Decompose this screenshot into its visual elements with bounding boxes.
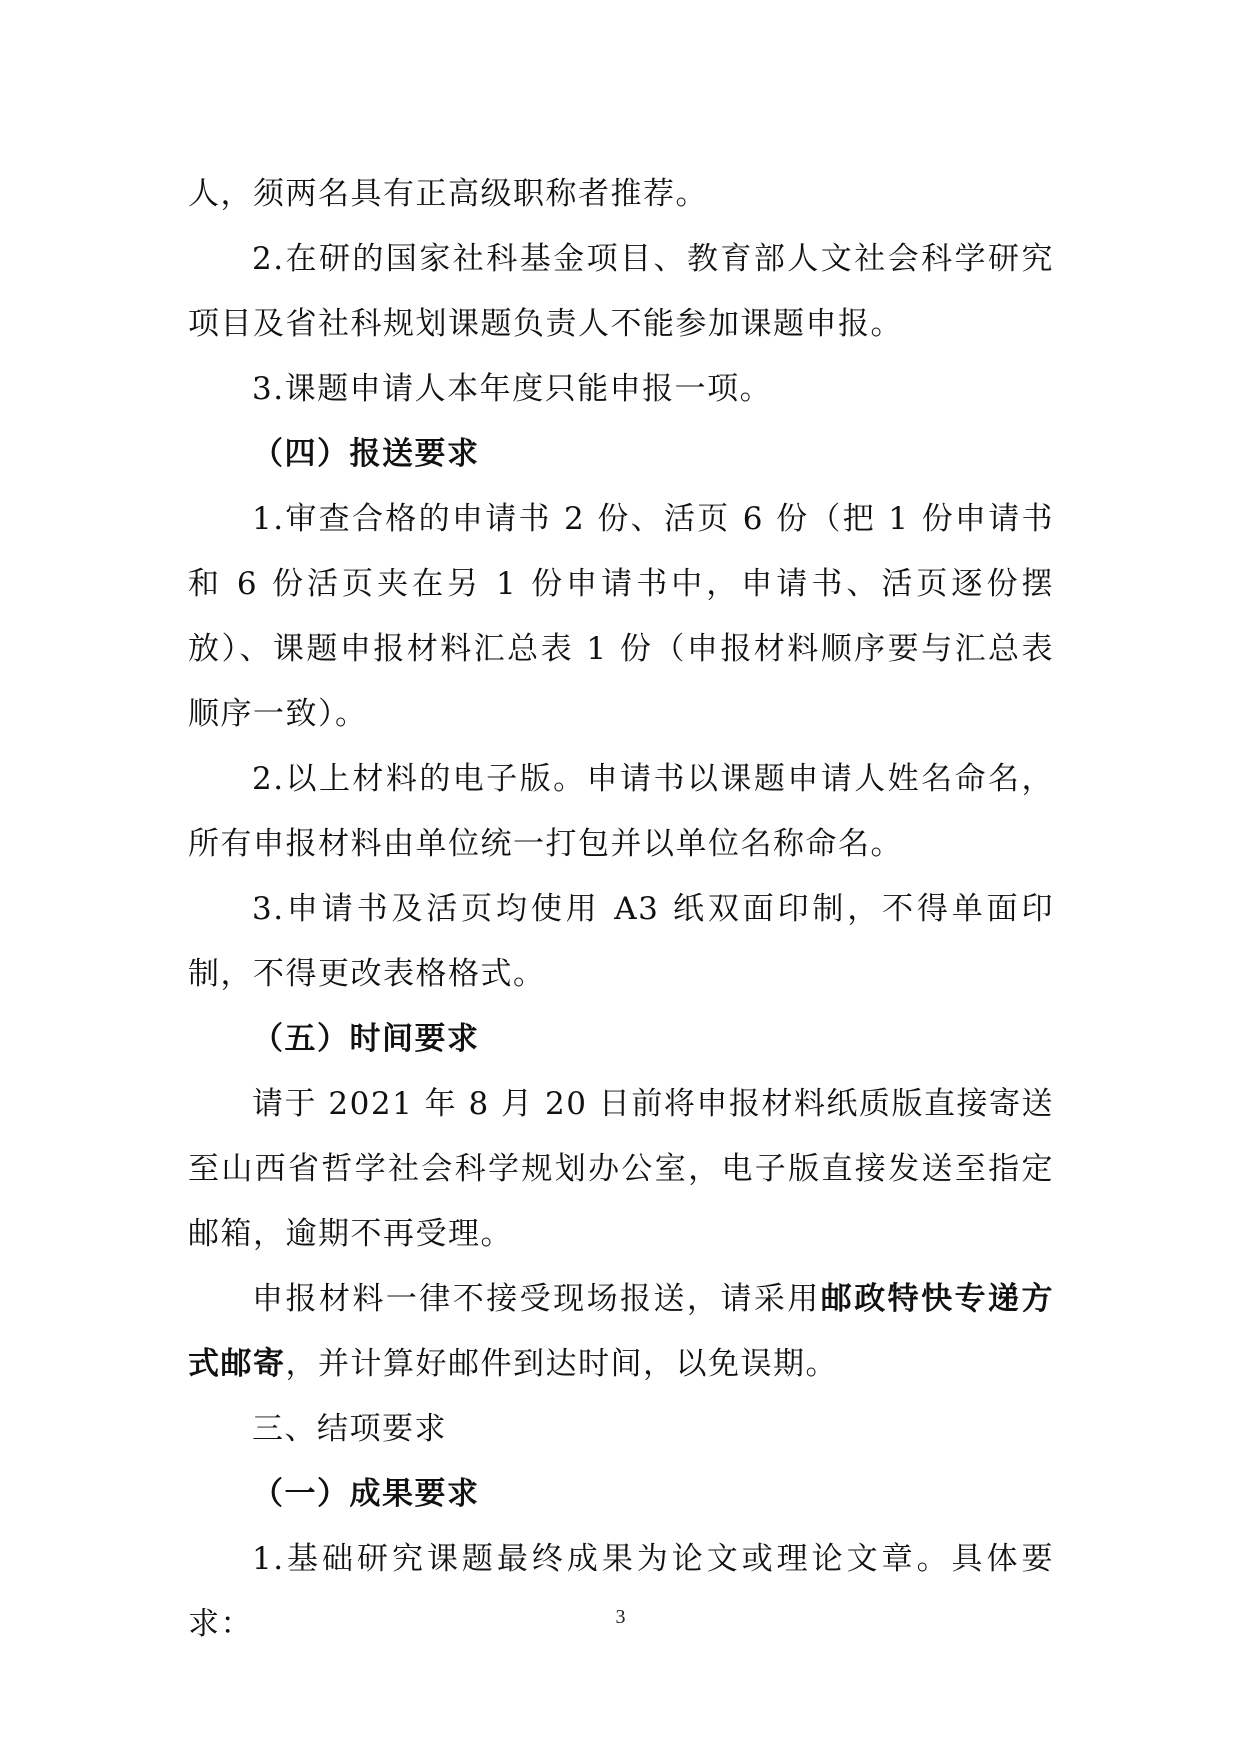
page-number: 3 (615, 1606, 626, 1628)
paragraph-item-3-one-application: 3.课题申请人本年度只能申报一项。 (252, 371, 773, 407)
mailing-text-end: ，并计算好邮件到达时间，以免误期。 (285, 1346, 838, 1382)
section-heading-submission-requirements: （四）报送要求 (252, 436, 480, 472)
mailing-method-emphasis: 邮政特快专递方式邮寄 (188, 1281, 1055, 1382)
paragraph-outcome-item-1: 1.基础研究课题最终成果为论文或理论文章。具体要求： (188, 1541, 1054, 1642)
paragraph-submission-item-3: 3.申请书及活页均使用 A3 纸双面印制，不得单面印制，不得更改表格格式。 (188, 891, 1054, 992)
section-heading-completion-requirements: 三、结项要求 (252, 1411, 447, 1447)
paragraph-recommendation-note: 人，须两名具有正高级职称者推荐。 (188, 176, 708, 212)
section-heading-time-requirements: （五）时间要求 (252, 1021, 480, 1057)
paragraph-submission-item-2: 2.以上材料的电子版。申请书以课题申请人姓名命名，所有申报材料由单位统一打包并以单位名称命名。 (188, 761, 1054, 862)
paragraph-submission-item-1: 1.审查合格的申请书 2 份、活页 6 份（把 1 份申请书和 6 份活页夹在另 1 份申请书中，申请书、活页逐份摆放）、课题申报材料汇总表 1 份（申报材料顺序要与汇总表顺序一致）。 (188, 501, 1054, 732)
paragraph-deadline: 请于 2021 年 8 月 20 日前将申报材料纸质版直接寄送至山西省哲学社会科学规划办公室，电子版直接发送至指定邮箱，逾期不再受理。 (188, 1086, 1054, 1252)
paragraph-mailing-method (188, 1267, 1054, 1397)
document-body (188, 162, 1054, 1657)
paragraph-item-2-ineligible: 2.在研的国家社科基金项目、教育部人文社会科学研究项目及省社科规划课题负责人不能参加课题申报。 (188, 241, 1054, 342)
section-heading-outcome-requirements: （一）成果要求 (252, 1476, 480, 1512)
mailing-text-start: 申报材料一律不接受现场报送，请采用 (252, 1281, 821, 1317)
